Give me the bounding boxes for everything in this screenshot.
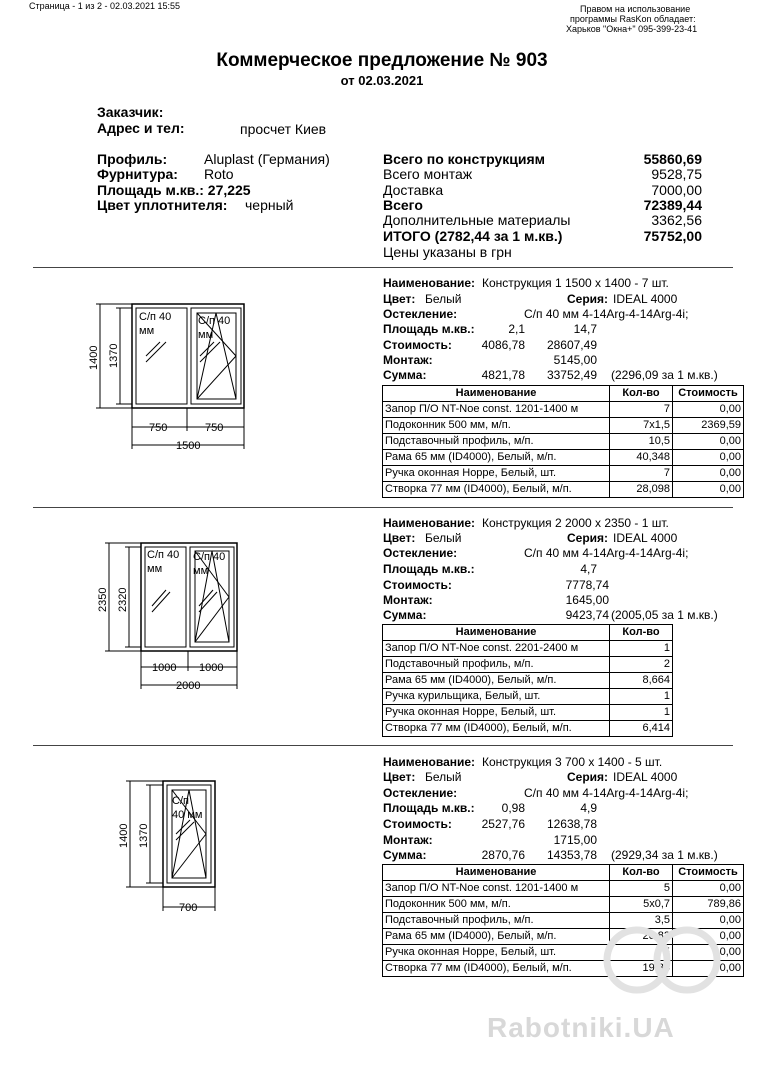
height-inner-dim: 2320 — [117, 587, 129, 612]
cost-label: Стоимость: — [383, 338, 452, 352]
table-cell: 1 — [610, 689, 673, 705]
height-outer-dim: 1400 — [118, 823, 130, 848]
cost-total: 28607,49 — [546, 338, 597, 352]
mount-label: Монтаж: — [383, 593, 433, 607]
name-label: Наименование: — [383, 516, 476, 530]
table-cell: 6,414 — [610, 721, 673, 737]
color-value: Белый — [425, 770, 462, 784]
profile-label: Профиль: — [97, 151, 168, 167]
table-cell: 7x1,5 — [610, 418, 673, 434]
table-cell: 7 — [610, 402, 673, 418]
table-row — [383, 434, 744, 450]
table-header-row — [383, 625, 673, 641]
height-outer-dim: 2350 — [97, 587, 109, 612]
total-width-dim: 1500 — [176, 440, 201, 452]
table-cell: Рама 65 мм (ID4000), Белый, м/п. — [383, 929, 610, 945]
name-value: Конструкция 2 2000 x 2350 - 1 шт. — [482, 516, 669, 530]
area-total: 14,7 — [573, 322, 597, 336]
table-header-row — [383, 865, 744, 881]
sash-width-dim: 1000 — [199, 662, 224, 674]
sum-label: Сумма: — [383, 368, 427, 382]
table-cell: Подоконник 500 мм, м/п. — [383, 418, 610, 434]
glass-label: С/п 40 — [198, 315, 231, 327]
glass-label: мм — [139, 325, 155, 337]
sum-per-m2: (2929,34 за 1 м.кв.) — [611, 848, 718, 862]
table-cell: 10,5 — [610, 434, 673, 450]
table-cell: 3,5 — [610, 913, 673, 929]
table-row — [383, 897, 744, 913]
table-cell: Ручка курильщика, Белый, шт. — [383, 689, 610, 705]
sum-total: 33752,49 — [546, 368, 597, 382]
page-info: Страница - 1 из 2 - 02.03.2021 15:55 — [29, 1, 181, 11]
sum-single: 2870,76 — [481, 848, 525, 862]
column-header: Наименование — [383, 386, 610, 402]
glass-label: С/п 40 — [147, 549, 180, 561]
table-cell: Запор П/О NT-Noe const. 1201-1400 м — [383, 881, 610, 897]
total-value: 75752,00 — [643, 227, 702, 244]
color-value: Белый — [425, 292, 462, 306]
series-value: IDEAL 4000 — [613, 531, 678, 545]
page-subtitle: от 02.03.2021 — [340, 73, 424, 88]
area-total-label: Площадь м.кв.: 27,225 — [97, 182, 251, 198]
table-cell: 0,00 — [673, 482, 744, 498]
table-cell: Ручка оконная Hoppe, Белый, шт. — [383, 466, 610, 482]
glass-label: 40 мм — [172, 809, 203, 821]
mount-total: 5145,00 — [553, 353, 597, 367]
column-header: Кол-во — [610, 865, 673, 881]
sum-per-m2: (2005,05 за 1 м.кв.) — [611, 608, 718, 622]
watermark-logo-icon — [597, 920, 727, 1000]
table-row — [383, 673, 673, 689]
table-row — [383, 689, 673, 705]
table-row — [383, 657, 673, 673]
sum-total: 9423,74 — [565, 608, 609, 622]
area-total: 4,7 — [580, 562, 597, 576]
mount-label: Монтаж: — [383, 353, 433, 367]
table-row — [383, 466, 744, 482]
window-drawings — [0, 0, 380, 1080]
rights-line-1: Правом на использование — [580, 4, 691, 14]
table-cell: 1 — [610, 705, 673, 721]
total-label: Всего — [383, 196, 423, 213]
table-header-row — [383, 386, 744, 402]
table-cell: 5 — [610, 945, 673, 961]
height-inner-dim: 1370 — [108, 343, 120, 368]
glazing-value: С/п 40 мм 4-14Arg-4-14Arg-4i; — [524, 786, 689, 800]
sash-width-dim: 1000 — [152, 662, 177, 674]
currency-note: Цены указаны в грн — [383, 244, 512, 260]
total-value: 3362,56 — [651, 212, 702, 229]
name-value: Конструкция 3 700 x 1400 - 5 шт. — [482, 755, 663, 769]
table-cell: 2369,59 — [673, 418, 744, 434]
total-value: 55860,69 — [643, 151, 702, 167]
name-label: Наименование: — [383, 755, 476, 769]
glass-label: мм — [193, 565, 209, 577]
table-cell: Подставочный профиль, м/п. — [383, 657, 610, 673]
column-header: Наименование — [383, 625, 610, 641]
table-cell: 2 — [610, 657, 673, 673]
sum-per-m2: (2296,09 за 1 м.кв.) — [611, 368, 718, 382]
total-label: Всего по конструкциям — [383, 151, 546, 167]
table-cell: 0,00 — [673, 402, 744, 418]
rights-line-3: Харьков "Окна+" 095-399-23-41 — [566, 24, 698, 34]
table-cell: 40,348 — [610, 450, 673, 466]
column-header: Наименование — [383, 865, 610, 881]
hardware-value: Roto — [204, 166, 234, 182]
table-row — [383, 402, 744, 418]
series-value: IDEAL 4000 — [613, 770, 678, 784]
table-cell: Подоконник 500 мм, м/п. — [383, 897, 610, 913]
color-label: Цвет: — [383, 531, 416, 545]
watermark-text: Rabotniki.UA — [487, 1012, 675, 1043]
cost-total: 7778,74 — [565, 578, 609, 592]
color-label: Цвет: — [383, 770, 416, 784]
glazing-label: Остекление: — [383, 307, 458, 321]
total-label: Всего монтаж — [383, 166, 473, 183]
mount-label: Монтаж: — [383, 833, 433, 847]
address-label: Адрес и тел: — [97, 120, 185, 136]
table-cell: 0,00 — [673, 466, 744, 482]
glass-label: мм — [147, 563, 163, 575]
items-table — [382, 624, 673, 737]
total-label: Дополнительные материалы — [383, 212, 571, 229]
table-cell: Рама 65 мм (ID4000), Белый, м/п. — [383, 450, 610, 466]
cost-total: 12638,78 — [546, 817, 597, 831]
profile-value: Aluplast (Германия) — [204, 151, 330, 167]
glass-label: С/п 40 — [193, 551, 226, 563]
table-row — [383, 450, 744, 466]
glass-label: С/п 40 — [139, 311, 172, 323]
series-label: Серия: — [567, 292, 609, 306]
table-cell: 0,00 — [673, 881, 744, 897]
table-cell: 20,82 — [610, 929, 673, 945]
table-row — [383, 482, 744, 498]
column-header: Кол-во — [610, 386, 673, 402]
table-cell: 0,00 — [673, 913, 744, 929]
table-cell: 0,00 — [673, 450, 744, 466]
cost-single: 4086,78 — [481, 338, 525, 352]
seal-value: черный — [245, 197, 294, 213]
total-width-dim: 700 — [179, 902, 198, 914]
area-label: Площадь м.кв.: — [383, 562, 475, 576]
total-value: 9528,75 — [651, 166, 702, 183]
cost-label: Стоимость: — [383, 817, 452, 831]
rights-line-2: программы RasKon обладает: — [570, 14, 696, 24]
table-cell: Створка 77 мм (ID4000), Белый, м/п. — [383, 961, 610, 977]
series-value: IDEAL 4000 — [613, 292, 678, 306]
table-cell: 7 — [610, 466, 673, 482]
sum-total: 14353,78 — [546, 848, 597, 862]
total-label: ИТОГО (2782,44 за 1 м.кв.) — [383, 227, 563, 244]
total-width-dim: 2000 — [176, 680, 201, 692]
table-cell: 0,00 — [673, 961, 744, 977]
table-row — [383, 641, 673, 657]
glazing-label: Остекление: — [383, 546, 458, 560]
table-row — [383, 881, 744, 897]
items-table — [382, 385, 744, 498]
area-total: 4,9 — [580, 801, 597, 815]
address-value: просчет Киев — [240, 121, 327, 137]
table-cell: Запор П/О NT-Noe const. 2201-2400 м — [383, 641, 610, 657]
table-cell: 19,34 — [610, 961, 673, 977]
glazing-label: Остекление: — [383, 786, 458, 800]
table-cell: Подставочный профиль, м/п. — [383, 434, 610, 450]
table-cell: 5 — [610, 881, 673, 897]
name-label: Наименование: — [383, 276, 476, 290]
table-row — [383, 721, 673, 737]
table-row — [383, 418, 744, 434]
table-cell: Створка 77 мм (ID4000), Белый, м/п. — [383, 721, 610, 737]
total-label: Доставка — [383, 181, 444, 198]
sum-single: 4821,78 — [481, 368, 525, 382]
cost-single: 2527,76 — [481, 817, 525, 831]
customer-label: Заказчик: — [97, 104, 164, 120]
glass-label: С/п — [172, 795, 189, 807]
table-cell: 0,00 — [673, 434, 744, 450]
series-label: Серия: — [567, 531, 609, 545]
table-cell: 8,664 — [610, 673, 673, 689]
total-value: 7000,00 — [651, 181, 702, 198]
seal-label: Цвет уплотнителя: — [97, 197, 228, 213]
table-cell: Запор П/О NT-Noe const. 1201-1400 м — [383, 402, 610, 418]
table-cell: 0,00 — [673, 945, 744, 961]
column-header: Кол-во — [610, 625, 673, 641]
name-value: Конструкция 1 1500 x 1400 - 7 шт. — [482, 276, 669, 290]
mount-total: 1715,00 — [553, 833, 597, 847]
area-single: 2,1 — [508, 322, 525, 336]
table-cell: Ручка оконная Hoppe, Белый, шт. — [383, 945, 610, 961]
glazing-value: С/п 40 мм 4-14Arg-4-14Arg-4i; — [524, 307, 689, 321]
color-label: Цвет: — [383, 292, 416, 306]
column-header: Стоимость — [673, 386, 744, 402]
table-cell: Подставочный профиль, м/п. — [383, 913, 610, 929]
table-cell: 0,00 — [673, 929, 744, 945]
table-cell: Ручка оконная Hoppe, Белый, шт. — [383, 705, 610, 721]
mount-total: 1645,00 — [565, 593, 609, 607]
area-single: 0,98 — [501, 801, 525, 815]
sash-width-dim: 750 — [205, 422, 224, 434]
column-header: Стоимость — [673, 865, 744, 881]
area-label: Площадь м.кв.: — [383, 322, 475, 336]
sash-width-dim: 750 — [149, 422, 168, 434]
glass-label: мм — [198, 329, 214, 341]
sum-label: Сумма: — [383, 848, 427, 862]
height-inner-dim: 1370 — [138, 823, 150, 848]
cost-label: Стоимость: — [383, 578, 452, 592]
hardware-label: Фурнитура: — [97, 166, 178, 182]
area-label: Площадь м.кв.: — [383, 801, 475, 815]
table-cell: 28,098 — [610, 482, 673, 498]
table-cell: 5x0,7 — [610, 897, 673, 913]
page-title: Коммерческое предложение № 903 — [216, 50, 548, 71]
sum-label: Сумма: — [383, 608, 427, 622]
table-cell: Створка 77 мм (ID4000), Белый, м/п. — [383, 482, 610, 498]
table-cell: 789,86 — [673, 897, 744, 913]
glazing-value: С/п 40 мм 4-14Arg-4-14Arg-4i; — [524, 546, 689, 560]
table-row — [383, 705, 673, 721]
total-value: 72389,44 — [643, 196, 702, 213]
table-cell: Рама 65 мм (ID4000), Белый, м/п. — [383, 673, 610, 689]
color-value: Белый — [425, 531, 462, 545]
height-outer-dim: 1400 — [88, 345, 100, 370]
table-cell: 1 — [610, 641, 673, 657]
series-label: Серия: — [567, 770, 609, 784]
